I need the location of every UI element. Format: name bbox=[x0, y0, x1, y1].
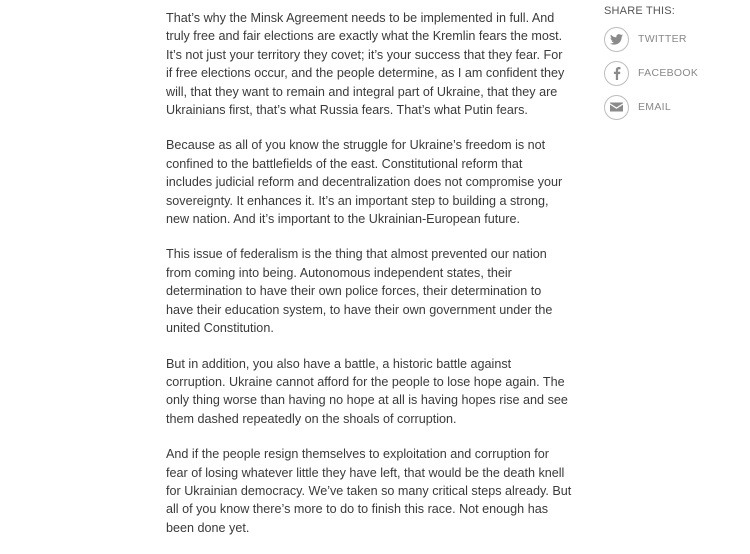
share-twitter-button[interactable] bbox=[604, 25, 744, 53]
share-facebook-button[interactable] bbox=[604, 59, 744, 87]
share-facebook-label[interactable]: FACEBOOK bbox=[638, 67, 699, 79]
share-panel bbox=[604, 5, 744, 127]
share-email-button[interactable] bbox=[604, 93, 744, 121]
share-email-label[interactable]: EMAIL bbox=[638, 101, 672, 113]
article-paragraph: This issue of federalism is the thing that almost prevented our nation from coming into being. Autonomous independent states, their determination to have their own police forces, their determination to have their education system, to have their own government under the united Constitution. bbox=[166, 247, 553, 336]
twitter-icon[interactable] bbox=[604, 27, 629, 52]
article-paragraph: That’s why the Minsk Agreement needs to be implemented in full. And truly free and fair elections are exactly what the Kremlin fears the most. It’s not just your territory they covet; it’s your success that they fear. For if free elections occur, and the people determine, as I am confident they will, that they want to remain and integral part of Ukraine, that they are Ukrainians first, that’s what Russia fears. That’s what Putin fears. bbox=[166, 11, 565, 118]
share-title: SHARE THIS: bbox=[604, 5, 676, 17]
article-paragraph: Because as all of you know the struggle for Ukraine’s freedom is not confined to the battlefields of the east. Constitutional reform that includes judicial reform and decentralization does not compromise your sovereignty. It enhances it. It’s an important step to building a strong, new nation. And it’s important to the Ukrainian-European future. bbox=[166, 138, 563, 227]
article-paragraph: But in addition, you also have a battle, a historic battle against corruption. Ukraine cannot afford for the people to lose hope again. The only thing worse than having no hope at all is having hopes rise and see them dashed repeatedly on the shoals of corruption. bbox=[166, 356, 568, 426]
email-icon[interactable] bbox=[604, 95, 629, 120]
facebook-icon[interactable] bbox=[604, 61, 629, 86]
article-body bbox=[166, 9, 572, 554]
share-twitter-label[interactable]: TWITTER bbox=[638, 33, 687, 45]
article-paragraph: And if the people resign themselves to exploitation and corruption for fear of losing whatever little they have left, that would be the death knell for Ukrainian democracy. We’ve taken so many critical steps already. But all of you know there’s more to do to finish this race. Not enough has been done yet. bbox=[166, 447, 572, 535]
